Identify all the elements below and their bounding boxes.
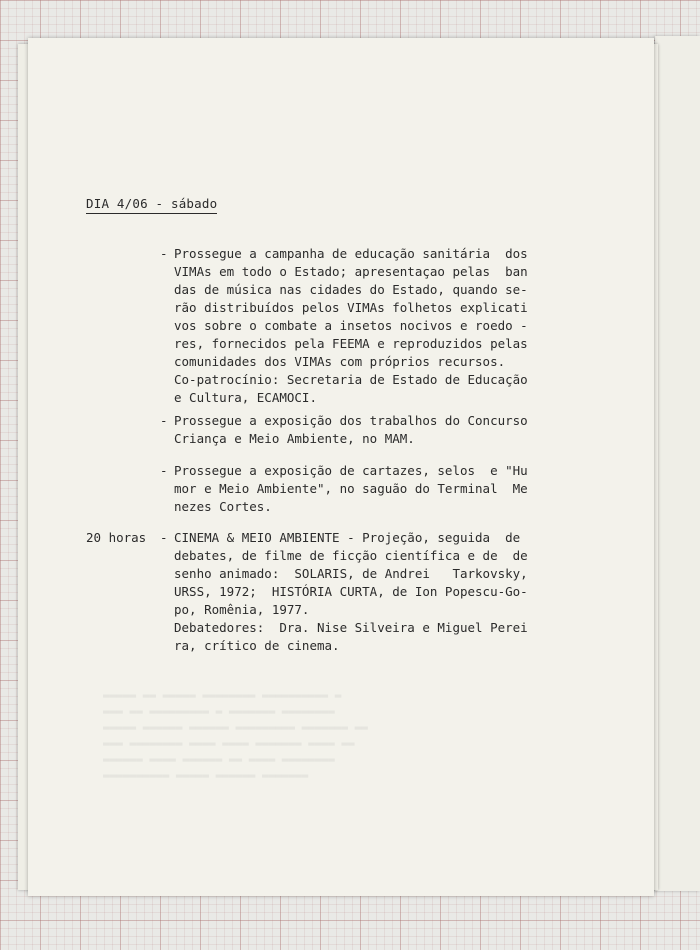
entry-line: das de música nas cidades do Estado, quando se- <box>174 282 528 297</box>
entry-line: res, fornecidos pela FEEMA e reproduzidos pelas <box>174 336 528 351</box>
entry-line: Prossegue a campanha de educação sanitária dos <box>174 246 528 261</box>
entry-line: mor e Meio Ambiente", no saguão do Terminal Me <box>174 481 528 496</box>
entry-dash: - <box>160 530 168 545</box>
entry-line: vos sobre o combate a insetos nocivos e roedo - <box>174 318 528 333</box>
entry-text <box>174 462 586 516</box>
entry-text <box>174 245 586 407</box>
entry-line: Prossegue a exposição dos trabalhos do Concurso <box>174 413 528 428</box>
back-page-edge <box>655 36 700 891</box>
entry-item <box>86 412 586 448</box>
entry-time: 20 horas <box>86 530 147 545</box>
entry-line: comunidades dos VIMAs com próprios recursos. <box>174 354 506 369</box>
entry-line: Prossegue a exposição de cartazes, selos e "Hu <box>174 463 528 478</box>
entry-line: e Cultura, ECAMOCI. <box>174 390 317 405</box>
entry-dash: - <box>160 413 168 428</box>
entry-line: senho animado: SOLARIS, de Andrei Tarkovsky, <box>174 566 528 581</box>
entry-line: debates, de filme de ficção científica e de de <box>174 548 528 563</box>
entry-line: URSS, 1972; HISTÓRIA CURTA, de Ion Popescu-Go- <box>174 584 528 599</box>
entry-line: rão distribuídos pelos VIMAs folhetos explicati <box>174 300 528 315</box>
entry-line: ra, crítico de cinema. <box>174 638 340 653</box>
entry-dash: - <box>160 463 168 478</box>
bleed-through-text: ▬▬▬▬▬ ▬▬ ▬▬▬▬▬ ▬▬▬▬▬▬▬▬ ▬▬▬▬▬▬▬▬▬▬ ▬ ▬▬▬ ▬▬ ▬▬▬▬▬▬▬▬▬ ▬ ▬▬▬▬▬▬▬ ▬▬▬▬▬▬▬▬ ▬▬▬▬▬ ▬▬▬▬▬▬ ▬▬▬▬▬▬ ▬▬▬▬▬▬▬▬▬ ▬▬▬▬▬▬▬ ▬▬ ▬▬▬ ▬▬▬▬▬▬▬▬ ▬▬▬▬ ▬▬▬▬ ▬▬▬▬▬▬▬ ▬▬▬▬ ▬▬ ▬▬▬▬▬▬ ▬▬▬▬ ▬▬▬▬▬▬ ▬▬ ▬▬▬▬ ▬▬▬▬▬▬▬▬ ▬▬▬▬▬▬▬▬▬▬ ▬▬▬▬▬ ▬▬▬▬▬▬ ▬▬▬▬▬▬▬ <box>103 689 368 782</box>
entry-time <box>86 245 160 407</box>
entry-line: po, Romênia, 1977. <box>174 602 310 617</box>
entry-item <box>86 462 586 516</box>
entry-line: Co-patrocínio: Secretaria de Estado de Educação <box>174 372 528 387</box>
day-heading: DIA 4/06 - sábado <box>86 196 217 214</box>
entry-line: Debatedores: Dra. Nise Silveira e Miguel Perei <box>174 620 528 635</box>
entry-line: nezes Cortes. <box>174 499 272 514</box>
entry-line: Criança e Meio Ambiente, no MAM. <box>174 431 415 446</box>
entry-dash: - <box>160 246 168 261</box>
entry-line: VIMAs em todo o Estado; apresentaçao pelas ban <box>174 264 528 279</box>
entry-line: CINEMA & MEIO AMBIENTE - Projeção, seguida de <box>174 530 521 545</box>
entry-time <box>86 412 160 448</box>
entry-item <box>86 245 586 407</box>
entry-time <box>86 462 160 516</box>
entry-text <box>174 529 586 655</box>
entry-item <box>86 529 586 655</box>
entry-text <box>174 412 586 448</box>
